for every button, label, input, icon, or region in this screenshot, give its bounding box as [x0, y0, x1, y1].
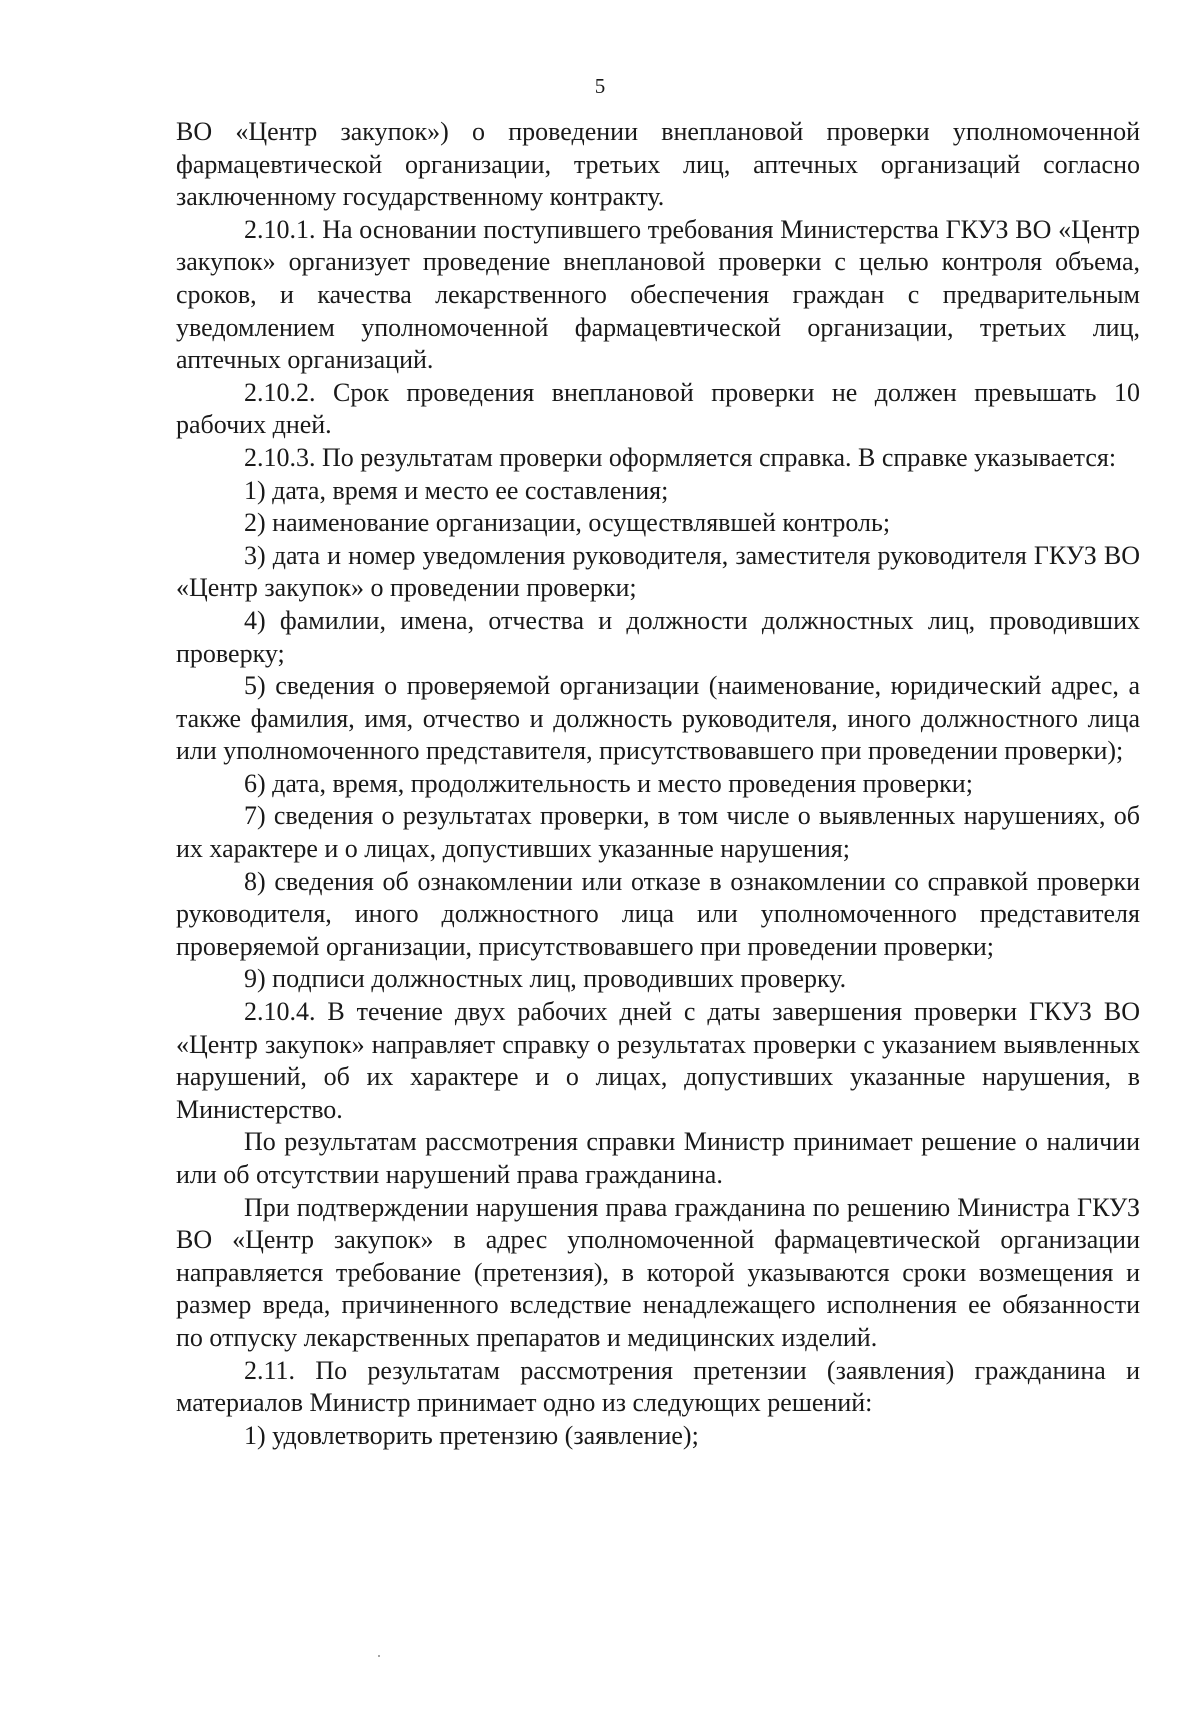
document-body [176, 116, 1140, 1452]
list-item-7: 7) сведения о результатах проверки, в том числе о выявленных нарушениях, об их характере и о лицах, допустивших указанные нарушения; [176, 801, 1140, 864]
page-number: 5 [594, 74, 606, 98]
list-item-8: 8) сведения об ознакомлении или отказе в ознакомлении со справкой проверки руководителя, иного должностного лица или уполномоченного представителя проверяемой организации, присутствовавшего при проведении проверки; [176, 866, 1140, 961]
paragraph-2-10-2: 2.10.2. Срок проведения внеплановой проверки не должен превышать 10 рабочих дней. [176, 377, 1140, 440]
list-item-2: 2) наименование организации, осуществлявшей контроль; [244, 508, 891, 538]
list-item-3: 3) дата и номер уведомления руководителя, заместителя руководителя ГКУЗ ВО «Центр закупок» о проведении проверки; [176, 540, 1140, 603]
paragraph-2-10-4: 2.10.4. В течение двух рабочих дней с даты завершения проверки ГКУЗ ВО «Центр закупок» направляет справку о результатах проверки с указанием выявленных нарушений, об их характере и о лицах, допустивших указанные нарушения, в Министерство. [176, 997, 1140, 1124]
paragraph-violation-claim: При подтверждении нарушения права гражданина по решению Министра ГКУЗ ВО «Центр закупок» в адрес уполномоченной фармацевтической организации направляется требование (претензия), в которой указываются сроки возмещения и размер вреда, причиненного вследствие ненадлежащего исполнения ее обязанности по отпуску лекарственных препаратов и медицинских изделий. [176, 1192, 1140, 1352]
paragraph-2-10-1: 2.10.1. На основании поступившего требования Министерства ГКУЗ ВО «Центр закупок» организует проведение внеплановой проверки с целью контроля объема, сроков, и качества лекарственного обеспечения граждан с предварительным уведомлением уполномоченной фармацевтической организации, третьих лиц, аптечных организаций. [176, 214, 1140, 375]
list-item-9: 9) подписи должностных лиц, проводивших проверку. [244, 964, 847, 994]
list-item-5: 5) сведения о проверяемой организации (наименование, юридический адрес, а также фамилия, имя, отчество и должность руководителя, иного должностного лица или уполномоченного представителя, присутствовавшего при проведении проверки); [176, 671, 1140, 766]
scan-speck [378, 1655, 380, 1657]
list-item-4: 4) фамилии, имена, отчества и должности должностных лиц, проводивших проверку; [176, 605, 1140, 668]
paragraph-minister-decision: По результатам рассмотрения справки Министр принимает решение о наличии или об отсутствии нарушений права гражданина. [176, 1127, 1140, 1189]
decision-item-1: 1) удовлетворить претензию (заявление); [244, 1420, 699, 1450]
paragraph-2-10-3: 2.10.3. По результатам проверки оформляется справка. В справке указывается: [244, 442, 1117, 472]
list-item-6: 6) дата, время, продолжительность и место проведения проверки; [244, 768, 973, 798]
paragraph-continuation: ВО «Центр закупок») о проведении внеплановой проверки уполномоченной фармацевтической организации, третьих лиц, аптечных организаций согласно заключенному государственному контракту. [176, 117, 1140, 212]
paragraph-2-11: 2.11. По результатам рассмотрения претензии (заявления) гражданина и материалов Министр принимает одно из следующих решений: [176, 1355, 1140, 1418]
list-item-1: 1) дата, время и место ее составления; [244, 475, 669, 505]
